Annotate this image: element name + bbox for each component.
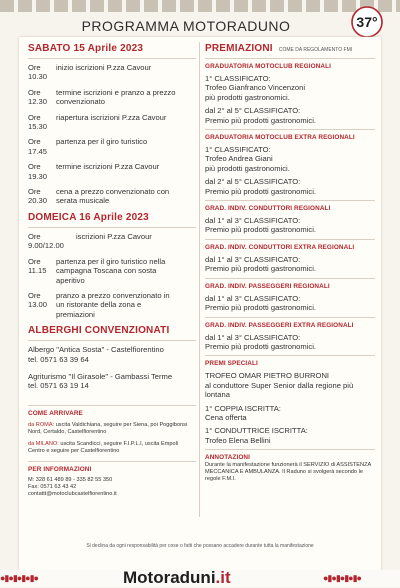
schedule-row [28,257,196,285]
schedule-time: Ore 10.30 [28,63,48,82]
awards-heading [205,43,375,55]
right-column [205,43,375,483]
info-heading: PER INFORMAZIONI [28,465,92,473]
decorative-dots-left: ●▮●▮●▮●▮● [0,573,38,583]
award-label: 1° CLASSIFICATO: [205,74,271,83]
schedule-row [28,187,196,206]
schedule-row [28,232,196,251]
schedule-row [28,162,196,181]
award-prize: più prodotti gastronomici. [205,92,290,102]
award-label: TROFEO OMAR PIETRO BURRONI [205,371,330,381]
award-prize: Premio più prodotti gastronomici. [205,264,317,274]
award-item [205,333,375,352]
awards-section-heading: GRAD. INDIV. CONDUTTORI REGIONALI [205,205,331,213]
schedule-time: Ore 17.45 [28,137,48,156]
divider [205,58,375,59]
divider [205,129,375,130]
award-prize: Premio più prodotti gastronomici. [205,303,317,313]
page-title: PROGRAMMA MOTORADUNO [81,18,291,34]
hotel-item [28,345,196,364]
schedule-day1 [28,63,196,206]
arrive-from-label: da ROMA: [28,421,55,428]
hotel-name: Albergo "Antica Sosta" - Castelfiorentino [28,345,164,355]
footer-bar [0,570,400,587]
award-prize: Premio più prodotti gastronomici. [205,225,317,235]
arrive-from-label: da MILANO: [28,440,59,447]
schedule-time: Ore 19.30 [28,162,48,181]
award-prize: Cena offerta [205,412,247,422]
award-item [205,255,375,274]
notes-heading: ANNOTAZIONI [205,454,251,462]
awards-list [205,58,375,445]
award-prize: Premio più prodotti gastronomici. [205,186,317,196]
schedule-row [28,63,196,82]
award-label: dal 2° al 5° CLASSIFICATO: [205,106,301,116]
award-prize: più prodotti gastronomici. [205,163,290,173]
awards-section-heading: GRADUATORIA MOTOCLUB REGIONALI [205,63,331,70]
divider [28,227,196,228]
schedule-desc: inizio iscrizioni P.zza Cavour [56,63,152,72]
hotel-item [28,372,196,391]
award-prize: Premio più prodotti gastronomici. [205,341,317,351]
notes-text: Durante la manifestazione funzionerà il SERVIZIO di ASSISTENZA MECCANICA E AMBULANZA. Il Raduno si svolgerà secondo le regole F.M.I. [205,462,371,483]
arrive-directions: uscita Valdichiana, seguire per Siena, poi Poggibonsi Nord, Certaldo, Castelfiorentino [28,421,188,435]
divider [205,449,375,450]
award-item [205,426,375,445]
divider [28,461,196,462]
award-prize: Premio più prodotti gastronomici. [205,115,317,125]
awards-section-heading: PREMI SPECIALI [205,360,258,368]
awards-title: PREMIAZIONI [205,43,273,54]
hotel-phone: tel. 0571 63 39 64 [28,354,89,364]
divider [205,317,375,318]
disclaimer: Si declina da ogni responsabilità per cose o fatti che possano accadere durante tutta la manifestazione [86,543,314,549]
award-item [205,371,375,399]
award-item [205,106,375,125]
info-phone: M: 328 61 489 89 - 335 82 55 350 [28,476,113,483]
awards-section-heading: GRAD. INDIV. CONDUTTORI EXTRA REGIONALI [205,243,355,251]
hotel-name: Agriturismo "Il Girasole" - Gambassi Terme [28,371,173,381]
schedule-day2 [28,232,196,319]
award-label: 1° CLASSIFICATO: [205,145,271,155]
day2-heading: DOMEICA 16 Aprile 2023 [28,211,149,223]
schedule-desc: termine iscrizioni P.zza Cavour [56,162,160,172]
arrive-directions: uscita Scandicci, seguire F.I.P.L.I, uscita Empoli Centro e seguire per Castelfiorentino [28,440,179,454]
award-prize: al conduttore Super Senior dalla regione più lontana [205,380,354,400]
schedule-row [28,291,196,319]
awards-section-heading: GRADUATORIA MOTOCLUB EXTRA REGIONALI [205,134,355,142]
award-item [205,404,375,423]
schedule-time: Ore 12.30 [28,87,48,107]
hotel-phone: tel. 0571 63 19 14 [28,381,89,391]
schedule-desc: partenza per il giro turistico [56,137,148,147]
award-prize: Trofeo Gianfranco Vincenzoni [205,83,306,93]
schedule-time: Ore 15.30 [28,112,48,132]
award-label: 1° CONDUTTRICE ISCRITTA: [205,426,308,436]
award-item [205,74,375,102]
award-label: 1° COPPIA ISCRITTA: [205,403,281,413]
schedule-desc: cena a prezzo convenzionato con serata musicale [56,187,170,206]
hotels-heading: ALBERGHI CONVENZIONATI [28,325,170,337]
schedule-time: Ore 20.30 [28,187,48,206]
info-email[interactable]: contattt@motoclubcastelfiorentino.it [28,490,117,497]
left-column [28,43,196,498]
schedule-desc: riapertura iscrizioni P.zza Cavour [56,112,167,122]
divider [28,340,196,341]
award-label: dal 1° al 3° CLASSIFICATO: [205,254,301,264]
arrive-rome [28,422,196,436]
column-divider [199,42,200,517]
day1-heading: SABATO 15 Aprile 2023 [28,43,144,54]
schedule-time: Ore 9.00/12.00 [28,231,64,251]
divider [28,405,196,406]
schedule-row [28,88,196,107]
awards-note: COME DA REGOLAMENTO FMI [278,47,353,53]
award-prize: Trofeo Andrea Giani [205,154,273,164]
award-item [205,216,375,235]
schedule-time: Ore 11.15 [28,256,47,276]
divider [205,278,375,279]
divider [205,239,375,240]
award-item [205,177,375,196]
info-block [28,477,196,498]
brand-tld: .it [215,568,231,587]
schedule-row [28,113,196,132]
award-item [205,145,375,173]
arrive-heading: COME ARRIVARE [28,409,83,417]
schedule-desc: iscrizioni P.zza Cavour [76,231,152,241]
award-label: dal 1° al 3° CLASSIFICATO: [205,216,301,226]
divider [205,200,375,201]
schedule-desc: partenza per il giro turistico nella campagna Toscana con sosta aperitivo [56,256,166,285]
badge-text: 37° [356,14,378,30]
award-prize: Trofeo Elena Bellini [205,435,271,445]
schedule-time: Ore 13.00 [28,290,48,310]
decorative-dots-right: ●▮●▮●▮●▮● [323,573,361,583]
divider [28,58,196,59]
brand-logo[interactable] [123,568,231,588]
divider [205,355,375,356]
award-label: dal 2° al 5° CLASSIFICATO: [205,177,301,187]
awards-section-heading: GRAD. INDIV. PASSEGGERI REGIONALI [205,282,330,290]
brand-name: Motoraduni [123,568,216,587]
schedule-row [28,137,196,156]
award-label: dal 1° al 3° CLASSIFICATO: [205,332,301,342]
arrive-milan [28,441,196,455]
award-label: dal 1° al 3° CLASSIFICATO: [205,293,301,303]
info-fax: Fax: 0571 63 43 42 [28,483,77,490]
awards-section-heading: GRAD. INDIV. PASSEGGERI EXTRA REGIONALI [205,321,354,329]
schedule-desc: pranzo a prezzo convenzionato in un ristorante della zona e premiazioni [56,290,170,319]
decorative-top-border [0,0,400,12]
award-item [205,294,375,313]
schedule-desc: termine iscrizioni e pranzo a prezzo convenzionato [56,87,176,107]
